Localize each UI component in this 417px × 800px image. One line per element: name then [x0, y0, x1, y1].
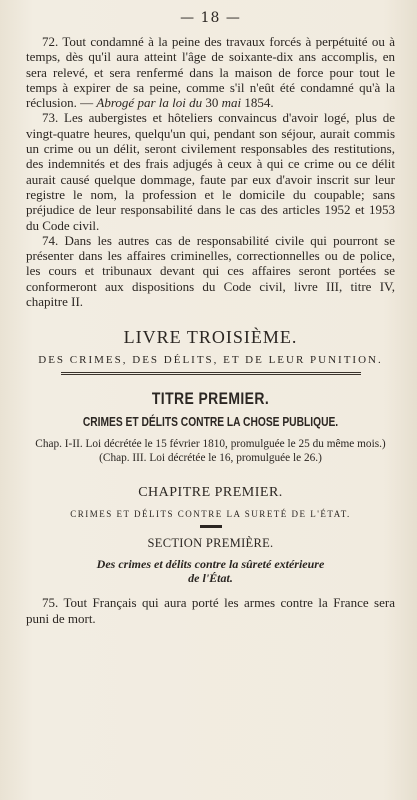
page-body [26, 10, 395, 626]
article-72-abroge: Abrogé par la loi du [96, 95, 203, 111]
article-72 [26, 34, 395, 110]
article-72-month: mai [221, 95, 242, 111]
chapitre-title: CHAPITRE PREMIER. [138, 485, 283, 501]
article-72-day: 30 [202, 95, 222, 111]
decree-line-1: Chap. I-II. Loi décrétée le 15 février 1810, promulguée le 25 du même mois.) [35, 438, 386, 451]
article-74-number: 74. [42, 232, 59, 248]
article-73 [26, 110, 395, 232]
article-72-number: 72. [42, 34, 59, 49]
ornament-dash [200, 525, 222, 528]
article-74 [26, 233, 395, 309]
livre-subtitle: DES CRIMES, DES DÉLITS, ET DE LEUR PUNITION. [38, 354, 383, 367]
article-75 [26, 595, 395, 626]
page-number: — 18 — [180, 10, 241, 26]
article-72-text: Tout condamné à la peine des travaux forcés à perpétuité ou à temps, dès qu'il aura atteint l'âge de soixante-dix ans accomplis, en sera relevé, et sera renfermé dans la maison de force pour tout le temps à expirer de sa peine, comme s'il n'eût été condamné qu'à la réclusion. — [26, 34, 395, 111]
article-73-number: 73. [42, 110, 59, 126]
section-subtitle-line-2: de l'État. [188, 571, 233, 586]
article-72-year: 1854. [241, 95, 274, 111]
article-75-text: Tout Français qui aura porté les armes contre la France sera puni de mort. [26, 595, 395, 626]
article-74-text: Dans les autres cas de responsabilité civile qui pourront se présenter dans les affaires criminelles, correctionnelles ou de police, les cours et tribunaux devant qui ces affaires seront portées se conformeront aux dispositions du Code civil, livre III, titre IV, chapitre II. [26, 232, 395, 310]
livre-title: LIVRE TROISIÈME. [123, 327, 298, 348]
divider-rule [61, 372, 361, 375]
titre-title: TITRE PREMIER. [151, 389, 270, 409]
article-75-number: 75. [42, 595, 59, 611]
article-73-text: Les aubergistes et hôteliers convaincus d'avoir logé, plus de vingt-quatre heures, quelqu'un qui, pendant son séjour, aurait commis un crime ou un délit, seront civilement responsables des restitutions, des indemnités et des frais adjugés à ceux à qui ce crime ou ce délit aurait causé quelque dommage, faute par eux d'avoir inscrit sur leur registre le nom, la profession et le domicile du coupable; sans préjudice de leur responsabilité dans le cas des articles 1952 et 1953 du Code civil. [26, 110, 395, 233]
section-subtitle-line-1: Des crimes et délits contre la sûreté extérieure [96, 557, 325, 572]
decree-line-2: (Chap. III. Loi décrétée le 16, promulguée le 26.) [99, 452, 322, 465]
section-title: SECTION PREMIÈRE. [147, 536, 274, 551]
section-subtitle [26, 557, 395, 585]
titre-subtitle: CRIMES ET DÉLITS CONTRE LA CHOSE PUBLIQUE. [82, 415, 339, 430]
chapitre-subtitle: CRIMES ET DÉLITS CONTRE LA SURETÉ DE L'ÉTAT. [70, 509, 351, 520]
